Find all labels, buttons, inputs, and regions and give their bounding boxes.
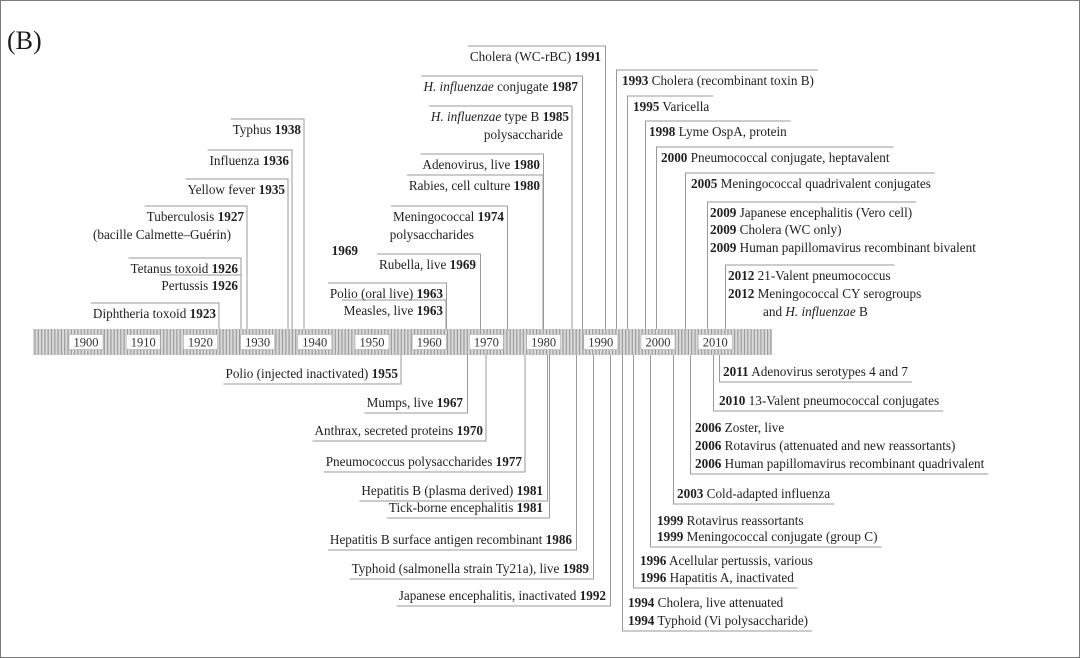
- event-year: 2009: [710, 240, 737, 255]
- event-year: 1980: [513, 178, 540, 193]
- event-year: 1987: [551, 79, 578, 94]
- above-event-sublabel: (bacille Calmette–Guérin): [92, 227, 231, 242]
- above-event-label: [661, 151, 890, 164]
- event-text: Polio (injected inactivated): [225, 366, 372, 381]
- event-text: Varicella: [659, 99, 710, 114]
- above-event-label: [691, 177, 931, 190]
- event-text: Meningococcal: [393, 209, 478, 224]
- event-text: Zoster, live: [721, 420, 785, 435]
- event-text: Pneumococcal conjugate, heptavalent: [687, 150, 890, 165]
- event-year: 1969: [449, 257, 476, 272]
- event-text: Japanese encephalitis (Vero cell): [736, 205, 913, 220]
- below-event-label: [352, 562, 589, 575]
- event-text: Mumps, live: [366, 395, 437, 410]
- above-event-label: [332, 244, 358, 257]
- event-year: 1980: [513, 157, 540, 172]
- event-year: 1994: [628, 595, 655, 610]
- event-text: Tetanus toxoid: [130, 261, 212, 276]
- event-text: H. influenzae: [430, 109, 502, 124]
- above-event-label: [210, 154, 289, 167]
- above-event-label: [379, 258, 476, 271]
- above-event-label: [161, 279, 238, 292]
- above-event-label: [187, 183, 285, 196]
- event-text: 13-Valent pneumococcal conjugates: [745, 393, 940, 408]
- event-year: 1986: [545, 532, 572, 547]
- event-text: Pertussis: [161, 278, 212, 293]
- above-event-label: [330, 287, 443, 300]
- tick-label: 1960: [416, 335, 442, 350]
- event-year: 1963: [416, 303, 443, 318]
- event-text: Human papillomavirus recombinant bivalent: [736, 240, 976, 255]
- event-year: 1969: [331, 243, 358, 258]
- tick-label: 1910: [130, 335, 156, 350]
- event-year: 1926: [211, 278, 238, 293]
- above-event-label: [409, 179, 540, 192]
- above-event-label: [622, 74, 814, 87]
- event-text: Acellular pertussis, various: [666, 553, 813, 568]
- above-event-label: [710, 241, 976, 254]
- event-text: Rotavirus reassortants: [683, 513, 804, 528]
- tick-label: 1970: [473, 335, 499, 350]
- below-event-label: [361, 484, 543, 497]
- event-text: Lyme OspA, protein: [675, 124, 787, 139]
- event-year: 1999: [657, 529, 684, 544]
- above-event-label: [649, 125, 787, 138]
- event-text: Typhoid (salmonella strain Ty21a), live: [351, 561, 563, 576]
- event-year: 1955: [371, 366, 398, 381]
- below-event-label: [628, 596, 783, 609]
- event-year: 1996: [640, 570, 667, 585]
- above-event-sublabel: polysaccharide: [483, 127, 563, 142]
- tick-label: 1940: [302, 335, 328, 350]
- event-year: 1981: [516, 500, 543, 515]
- event-text: Cholera (recombinant toxin B): [648, 73, 814, 88]
- below-event-label: [226, 367, 399, 380]
- event-year: 1993: [622, 73, 649, 88]
- below-event-label: [367, 396, 463, 409]
- event-year: 2006: [695, 438, 722, 453]
- below-event-label: [640, 554, 813, 567]
- tick-label: 1980: [531, 335, 557, 350]
- event-text: Yellow fever: [187, 182, 259, 197]
- above-event-label: [470, 50, 601, 63]
- event-text: H. influenzae: [785, 304, 856, 319]
- event-year: 2012: [728, 286, 755, 301]
- event-year: 1970: [456, 423, 483, 438]
- below-event-label: [677, 487, 830, 500]
- event-year: 1996: [640, 553, 667, 568]
- event-year: 1995: [633, 99, 660, 114]
- above-event-label: [423, 80, 578, 93]
- event-text: Cold-adapted influenza: [703, 486, 831, 501]
- tick-label: 1990: [588, 335, 614, 350]
- above-event-label: [422, 158, 540, 171]
- event-year: 1992: [579, 588, 606, 603]
- tick-label: 1900: [73, 335, 99, 350]
- below-event-label: [330, 533, 572, 546]
- event-year: 1994: [628, 613, 655, 628]
- event-text: Hapatitis A, inactivated: [666, 570, 794, 585]
- event-text: 21-Valent pneumococcus: [754, 268, 891, 283]
- event-year: 1991: [574, 49, 601, 64]
- event-text: Anthrax, secreted proteins: [314, 423, 457, 438]
- above-event-sublabel: [763, 305, 868, 318]
- below-event-label: [719, 394, 939, 407]
- panel-label: (B): [7, 26, 42, 55]
- event-year: 1963: [416, 286, 443, 301]
- event-text: B: [855, 304, 868, 319]
- event-year: 1923: [189, 306, 216, 321]
- event-year: 1977: [495, 454, 522, 469]
- above-event-label: [633, 100, 709, 113]
- event-year: 2005: [691, 176, 718, 191]
- tick-label: 2010: [702, 335, 728, 350]
- event-text: Adenovirus, live: [422, 157, 514, 172]
- event-text: Polio (oral live): [329, 286, 417, 301]
- below-event-label: [399, 589, 606, 602]
- above-event-label: [728, 269, 891, 282]
- tick-label: 1950: [359, 335, 385, 350]
- event-text: H. influenzae: [423, 79, 494, 94]
- event-text: conjugate: [493, 79, 552, 94]
- event-text: Human papillomavirus recombinant quadrivalent: [721, 456, 985, 471]
- event-year: 1985: [542, 109, 569, 124]
- event-text: Meningococcal conjugate (group C): [683, 529, 878, 544]
- event-text: Cholera (WC-rBC): [469, 49, 575, 64]
- event-year: 2012: [728, 268, 755, 283]
- event-year: 1936: [262, 153, 289, 168]
- below-event-label: [628, 614, 808, 627]
- above-event-sublabel: polysaccharides: [389, 227, 474, 242]
- event-year: 1927: [217, 209, 244, 224]
- event-year: 1998: [649, 124, 676, 139]
- event-year: 2009: [710, 222, 737, 237]
- below-event-label: [657, 514, 804, 527]
- event-year: 2006: [695, 420, 722, 435]
- below-event-label: [326, 455, 522, 468]
- below-event-label: [695, 439, 955, 452]
- event-text: Rabies, cell culture: [408, 178, 514, 193]
- event-text: Adenovirus serotypes 4 and 7: [748, 364, 908, 379]
- above-event-label: [393, 210, 504, 223]
- event-text: type B: [501, 109, 543, 124]
- event-text: Influenza: [209, 153, 263, 168]
- below-event-label: [723, 365, 908, 378]
- event-year: 2006: [695, 456, 722, 471]
- below-event-label: [640, 571, 794, 584]
- event-text: Japanese encephalitis, inactivated: [398, 588, 580, 603]
- event-year: 1974: [477, 209, 504, 224]
- event-text: Hepatitis B surface antigen recombinant: [329, 532, 546, 547]
- event-year: 2000: [661, 150, 688, 165]
- above-event-label: [233, 123, 301, 136]
- event-text: Meningococcal CY serogroups: [754, 286, 922, 301]
- event-connector: [657, 147, 894, 329]
- above-event-label: [147, 210, 244, 223]
- event-year: 2009: [710, 205, 737, 220]
- event-text: Hepatitis B (plasma derived): [361, 483, 517, 498]
- event-text: Cholera, live attenuated: [654, 595, 784, 610]
- above-event-label: [728, 287, 921, 300]
- event-text: Measles, live: [343, 303, 417, 318]
- event-year: 1926: [211, 261, 238, 276]
- tick-label: 1920: [187, 335, 213, 350]
- event-year: 1967: [436, 395, 463, 410]
- event-year: 1989: [562, 561, 589, 576]
- event-year: 1935: [258, 182, 285, 197]
- event-text: Typhus: [232, 122, 275, 137]
- event-year: 1938: [274, 122, 301, 137]
- above-event-label: [710, 206, 912, 219]
- above-event-label: [131, 262, 239, 275]
- below-event-label: [315, 424, 483, 437]
- event-year: 2011: [723, 364, 749, 379]
- event-text: Diphtheria toxoid: [92, 306, 190, 321]
- above-event-label: [431, 110, 569, 123]
- event-text: Rubella, live: [378, 257, 450, 272]
- event-text: Cholera (WC only): [736, 222, 842, 237]
- event-text: Typhoid (Vi polysaccharide): [654, 613, 809, 628]
- event-text: Tick-borne encephalitis: [388, 500, 517, 515]
- below-event-label: [695, 421, 784, 434]
- above-event-label: [93, 307, 216, 320]
- event-text: Meningococcal quadrivalent conjugates: [717, 176, 931, 191]
- event-text: Rotavirus (attenuated and new reassortants): [721, 438, 956, 453]
- above-event-label: [344, 304, 443, 317]
- event-year: 1999: [657, 513, 684, 528]
- event-text: and: [763, 304, 786, 319]
- event-year: 1981: [516, 483, 543, 498]
- below-event-label: [657, 530, 877, 543]
- event-text: Pneumococcus polysaccharides: [325, 454, 496, 469]
- event-year: 2003: [677, 486, 704, 501]
- below-event-label: [389, 501, 543, 514]
- event-text: Tuberculosis: [146, 209, 218, 224]
- tick-label: 2000: [645, 335, 671, 350]
- below-event-label: [695, 457, 984, 470]
- tick-label: 1930: [245, 335, 271, 350]
- above-event-label: [710, 223, 841, 236]
- event-year: 2010: [719, 393, 746, 408]
